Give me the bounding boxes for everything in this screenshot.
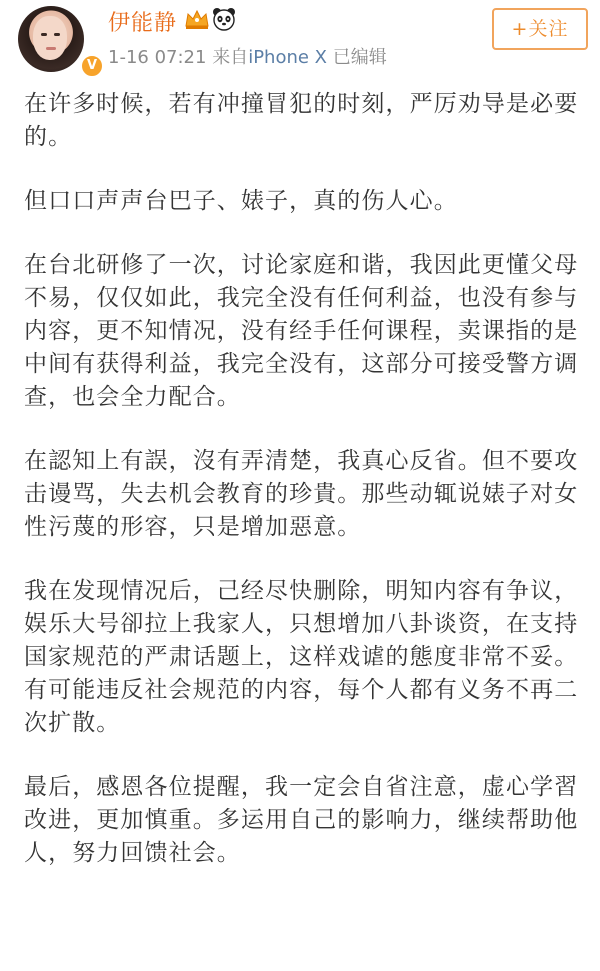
post-body [24, 88, 584, 901]
paragraph-1: 在许多时候，若有冲撞冒犯的时刻，严厉劝导是必要的。 [24, 91, 579, 150]
crown-icon [184, 8, 210, 30]
post-date: 1-16 07:21 [108, 47, 207, 68]
paragraph-6: 最后，感恩各位提醒，我一定会自省注意，虚心学習改进，更加慎重。多运用自己的影响力，继续帮助他人，努力回馈社会。 [24, 774, 579, 866]
follow-button[interactable]: +关注 [492, 8, 588, 50]
source-device-link[interactable]: iPhone X [248, 47, 327, 68]
avatar-face [33, 16, 67, 60]
paragraph-5: 我在发现情况后，己经尽快删除，明知内容有争议，娱乐大号卻拉上我家人，只想增加八卦谈资，在支持国家规范的严肃话题上，这样戏谑的態度非常不妥。有可能违反社会规范的内容，每个人都有义务不再二次扩散。 [24, 578, 579, 736]
author-name[interactable]: 伊能静 [108, 11, 178, 36]
edited-label: 已编辑 [332, 47, 387, 68]
verified-v-icon: V [80, 54, 104, 78]
paragraph-2: 但口口声声台巴子、婊子，真的伤人心。 [24, 188, 458, 214]
avatar-eye-right [54, 33, 60, 36]
paragraph-4: 在認知上有誤，沒有弄清楚，我真心反省。但不要攻击谩骂，失去机会教育的珍貴。那些动辄说婊子对女性污蔑的形容，只是增加惡意。 [24, 448, 579, 540]
source-prefix: 来自 [212, 47, 249, 68]
paragraph-3: 在台北研修了一次，讨论家庭和谐，我因此更懂父母不易，仅仅如此，我完全没有任何利益，也没有参与内容，更不知情况，没有经手任何课程，卖课指的是中间有获得利益，我完全没有，这部分可接受警方调查，也会全力配合。 [24, 252, 579, 410]
avatar-mouth [46, 47, 56, 50]
avatar-eye-left [41, 33, 47, 36]
panda-icon [212, 7, 236, 31]
avatar[interactable] [18, 6, 98, 73]
post-header [0, 0, 600, 80]
post-meta [108, 43, 387, 69]
